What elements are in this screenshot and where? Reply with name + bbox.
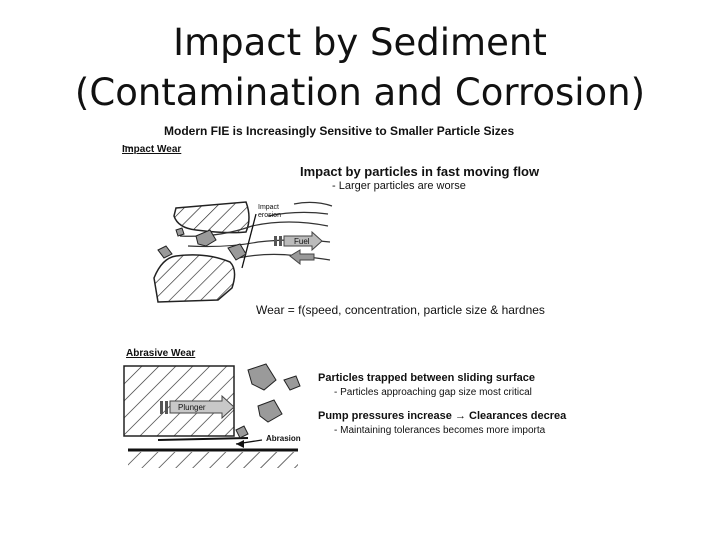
abrasive-bullet-1: - Particles approaching gap size most critical <box>334 387 532 398</box>
slide-title-line-2: (Contamination and Corrosion) <box>74 71 646 114</box>
scanned-figure <box>118 118 596 490</box>
erosion-diagram-label: erosion <box>258 212 281 219</box>
slide-title <box>0 18 720 118</box>
abrasion-arrow <box>236 440 262 448</box>
impact-heading: Impact by particles in fast moving flow <box>300 164 540 179</box>
abrasion-label: Abrasion <box>266 434 301 443</box>
impact-diagram-label: Impact <box>258 204 280 211</box>
abrasive-bullet-2: - Maintaining tolerances becomes more importa <box>334 425 546 436</box>
fuel-label: Fuel <box>294 237 310 246</box>
impact-wear-label: Impact Wear <box>122 144 182 155</box>
fuel-arrow-small <box>290 250 314 264</box>
plunger-label: Plunger <box>178 403 206 412</box>
wear-formula: Wear = f(speed, concentration, particle size & hardnes <box>256 303 545 317</box>
impact-upper-wall <box>174 202 249 233</box>
abrasive-particles <box>236 364 300 438</box>
figure-header: Modern FIE is Increasingly Sensitive to Smaller Particle Sizes <box>164 124 515 138</box>
impact-bullet: - Larger particles are worse <box>332 180 466 192</box>
abrasive-wear-label: Abrasive Wear <box>126 348 196 359</box>
slide-title-line-1: Impact by Sediment <box>173 21 547 64</box>
abrasive-heading-1: Particles trapped between sliding surface <box>318 372 536 384</box>
impact-lower-wall <box>154 255 235 302</box>
abrasive-heading-2: Pump pressures increase → Clearances decrea <box>318 410 567 422</box>
